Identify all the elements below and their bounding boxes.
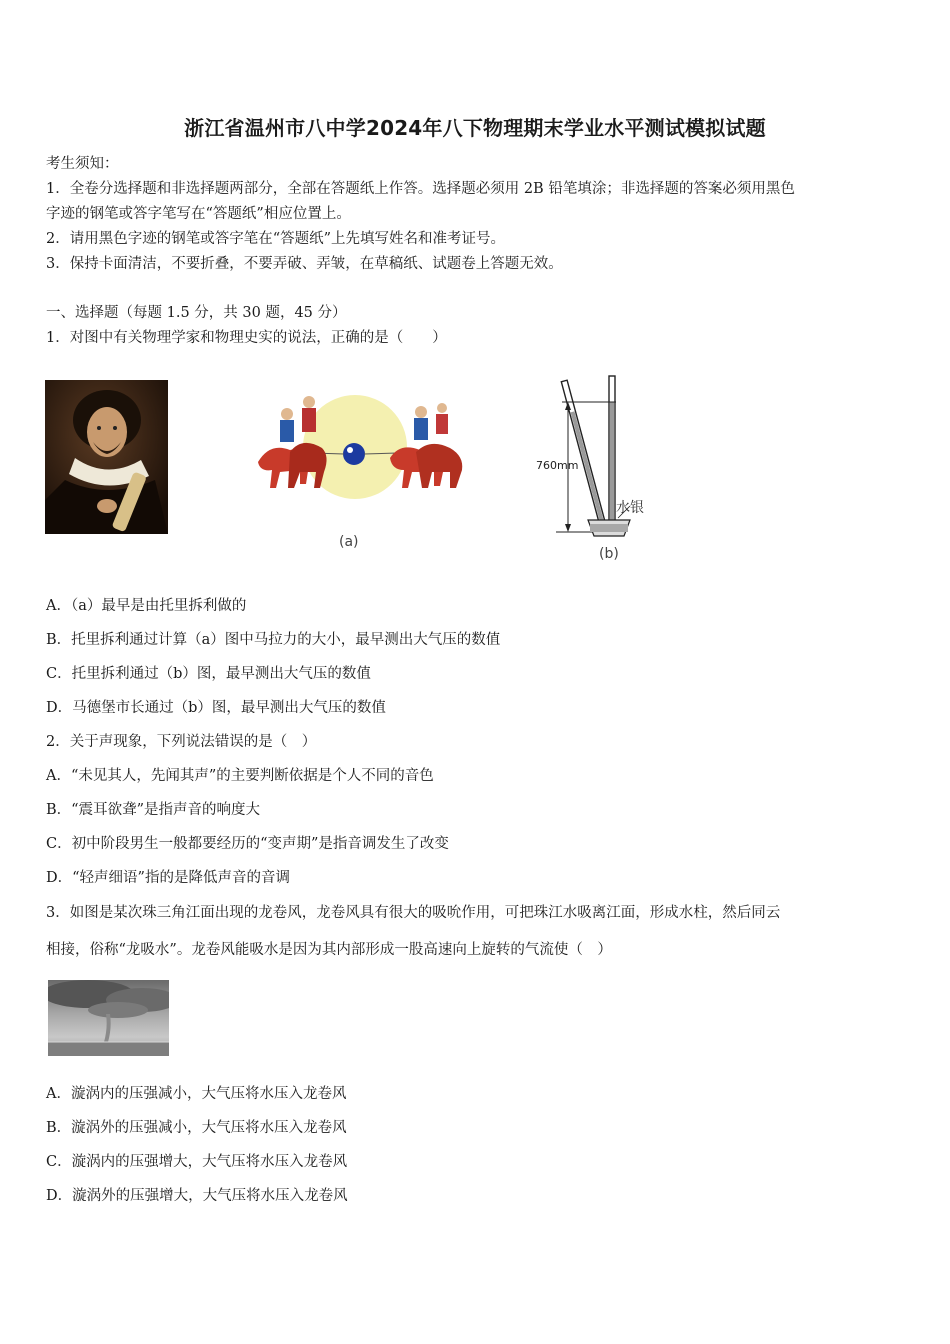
notice-item: 3．保持卡面清洁，不要折叠，不要弄破、弄皱，在草稿纸、试题卷上答题无效。 bbox=[46, 256, 563, 272]
question-1-option-d: D．马德堡市长通过（b）图，最早测出大气压的数值 bbox=[46, 700, 386, 716]
figure-a-label: (a) bbox=[339, 534, 359, 550]
question-2-option-a: A．“未见其人，先闻其声”的主要判断依据是个人不同的音色 bbox=[46, 768, 434, 784]
notice-heading: 考生须知： bbox=[46, 156, 119, 172]
waterspout-photo-image bbox=[48, 980, 169, 1056]
question-3-stem: 3．如图是某次珠三角江面出现的龙卷风，龙卷风具有很大的吸吮作用，可把珠江水吸离江面，形成水柱，然后同云 bbox=[46, 905, 781, 921]
height-760mm-label: 760mm bbox=[536, 459, 579, 472]
page-title: 浙江省温州市八中学2024年八下物理期末学业水平测试模拟试题 bbox=[184, 116, 766, 140]
question-2-option-b: B．“震耳欲聋”是指声音的响度大 bbox=[46, 802, 260, 818]
question-3-option-a: A．漩涡内的压强减小，大气压将水压入龙卷风 bbox=[46, 1086, 347, 1102]
question-3-option-d: D．漩涡外的压强增大，大气压将水压入龙卷风 bbox=[46, 1188, 348, 1204]
question-1-option-b: B．托里拆利通过计算（a）图中马拉力的大小，最早测出大气压的数值 bbox=[46, 632, 501, 648]
question-1-option-c: C．托里拆利通过（b）图，最早测出大气压的数值 bbox=[46, 666, 371, 682]
figure-b-label: (b) bbox=[599, 546, 619, 562]
question-2-option-c: C．初中阶段男生一般都要经历的“变声期”是指音调发生了改变 bbox=[46, 836, 449, 852]
question-1-stem: 1．对图中有关物理学家和物理史实的说法，正确的是（ ） bbox=[46, 330, 447, 346]
magdeburg-hemispheres-image bbox=[250, 392, 472, 502]
notice-item: 1．全卷分选择题和非选择题两部分，全部在答题纸上作答。选择题必须用 2B 铅笔填涂；非选择题的答案必须用黑色 bbox=[46, 181, 795, 197]
question-2-option-d: D．“轻声细语”指的是降低声音的音调 bbox=[46, 870, 290, 886]
question-3-stem-cont: 相接，俗称“龙吸水”。龙卷风能吸水是因为其内部形成一股高速向上旋转的气流使（ ） bbox=[46, 942, 612, 958]
notice-item: 字迹的钢笔或答字笔写在“答题纸”相应位置上。 bbox=[46, 206, 351, 222]
scientist-portrait-image bbox=[45, 380, 168, 534]
question-3-option-b: B．漩涡外的压强减小，大气压将水压入龙卷风 bbox=[46, 1120, 347, 1136]
question-2-stem: 2．关于声现象，下列说法错误的是（ ） bbox=[46, 734, 317, 750]
notice-item: 2．请用黑色字迹的钢笔或答字笔在“答题纸”上先填写姓名和准考证号。 bbox=[46, 231, 506, 247]
question-1-option-a: A．（a）最早是由托里拆利做的 bbox=[46, 598, 247, 614]
question-3-option-c: C．漩涡内的压强增大，大气压将水压入龙卷风 bbox=[46, 1154, 348, 1170]
section-heading: 一、选择题（每题 1.5 分，共 30 题，45 分） bbox=[46, 305, 347, 321]
mercury-label: 水银 bbox=[616, 500, 644, 516]
